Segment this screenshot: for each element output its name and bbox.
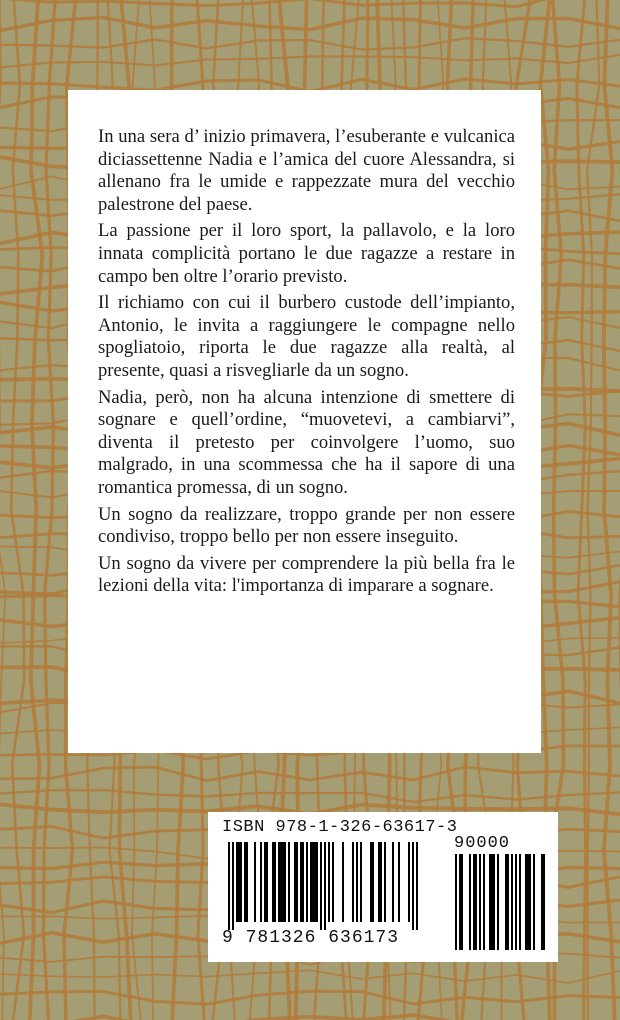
barcode-bar [240, 842, 242, 922]
addon-bar [511, 854, 513, 950]
blurb-paragraph-5: Un sogno da realizzare, troppo grande per non essere condiviso, troppo bello per non essere inseguito. [98, 503, 515, 548]
horizontal-stripe [0, 55, 620, 68]
barcode-bar [408, 842, 410, 922]
addon-bar [455, 854, 457, 950]
addon-bar [527, 854, 529, 950]
horizontal-stripe [0, 1015, 620, 1020]
addon-bar [497, 854, 499, 950]
barcode-bar [284, 842, 286, 922]
barcode-bar [278, 842, 280, 922]
barcode-bar [238, 842, 240, 922]
addon-bar [483, 854, 485, 950]
horizontal-stripe [0, 38, 620, 49]
blurb-paragraph-4: Nadia, però, non ha alcuna intenzione di smettere di sognare e quell’ordine, “muovetevi, a cambiarvi”, diventa il pretesto per coinvolgere l’uomo, suo malgrado, in una scommessa che ha il sapore di una romantica promessa, di un sogno. [98, 386, 515, 498]
barcode-bar [392, 842, 394, 922]
addon-bar [493, 854, 495, 950]
barcode-bar [370, 842, 372, 922]
barcode-bar [310, 842, 312, 922]
barcode-bar [272, 842, 274, 922]
addon-bar [543, 854, 545, 950]
price-addon-code: 90000 [454, 834, 511, 853]
horizontal-stripe [0, 991, 620, 1004]
addon-bar [489, 854, 491, 950]
barcode-bar [328, 842, 330, 922]
blurb-panel [68, 90, 541, 753]
barcode-bar [232, 842, 234, 930]
blurb-text [98, 126, 515, 602]
barcode-bar [412, 842, 414, 930]
blurb-paragraph-6: Un sogno da vivere per comprendere la più bella fra le lezioni della vita: l'importanza di imparare a sognare. [98, 552, 515, 597]
barcode-bar [244, 842, 246, 922]
barcode-bar [342, 842, 344, 922]
barcode-bar [314, 842, 316, 922]
barcode-bar [306, 842, 308, 922]
addon-bar [541, 854, 543, 950]
barcode-bar [302, 842, 304, 922]
barcode-bar [294, 842, 296, 922]
isbn-label: ISBN 978-1-326-63617-3 [222, 818, 458, 837]
ean13-barcode-bars [228, 842, 440, 930]
barcode-bar [274, 842, 276, 922]
barcode-bar [320, 842, 322, 930]
blurb-paragraph-2: La passione per il loro sport, la pallavolo, e la loro innata complicità portano le due ragazze a restare in campo ben oltre l’orario previsto. [98, 220, 515, 287]
barcode-bar [300, 842, 302, 922]
barcode-bar [332, 842, 334, 922]
addon-bar [533, 854, 535, 950]
isbn-barcode-box [208, 812, 558, 962]
addon-bar [507, 854, 509, 950]
blurb-paragraph-3: Il richiamo con cui il burbero custode dell’impianto, Antonio, le invita a raggiungere le compagne nello spogliatoio, riporta le due ragazze alla realtà, al presente, quasi a risvegliarle da un sogno. [98, 292, 515, 381]
barcode-bar [352, 842, 354, 922]
addon-bar [491, 854, 493, 950]
addon-bar [505, 854, 507, 950]
barcode-bar [378, 842, 380, 922]
addon-bar [473, 854, 475, 950]
barcode-bar [380, 842, 382, 922]
addon-bar [479, 854, 481, 950]
addon-bar [475, 854, 477, 950]
horizontal-stripe [0, 970, 620, 983]
addon-bar [459, 854, 461, 950]
addon-bar [529, 854, 531, 950]
barcode-bar [254, 842, 256, 922]
barcode-bar [324, 842, 326, 930]
addon-bar [525, 854, 527, 950]
barcode-bar [280, 842, 282, 922]
barcode-bar [288, 842, 290, 922]
addon-bar [469, 854, 471, 950]
horizontal-stripe [0, 0, 620, 7]
horizontal-stripe [0, 790, 620, 802]
barcode-bar [384, 842, 386, 922]
barcode-bar [360, 842, 362, 922]
addon-bar [515, 854, 517, 950]
barcode-bar [282, 842, 284, 922]
barcode-bar [228, 842, 230, 930]
addon-bar [461, 854, 463, 950]
barcode-bar [312, 842, 314, 922]
barcode-bar [296, 842, 298, 922]
price-addon-barcode-bars [453, 854, 545, 950]
barcode-bar [356, 842, 358, 922]
ean-digits: 9 781326 636173 [222, 928, 400, 948]
horizontal-stripe [0, 767, 620, 781]
barcode-bar [316, 842, 318, 922]
addon-bar [519, 854, 521, 950]
barcode-bar [260, 842, 262, 922]
barcode-bar [372, 842, 374, 922]
barcode-bar [416, 842, 418, 930]
barcode-bar [264, 842, 266, 922]
barcode-bar [236, 842, 238, 922]
barcode-bar [398, 842, 400, 922]
blurb-paragraph-1: In una sera d’ inizio primavera, l’esuberante e vulcanica diciassettenne Nadia e l’amica del cuore Alessandra, si allenano fra le umide e rappezzate mura del vecchio palestrone del paese. [98, 126, 515, 215]
barcode-bar [266, 842, 268, 922]
barcode-bar [246, 842, 248, 922]
